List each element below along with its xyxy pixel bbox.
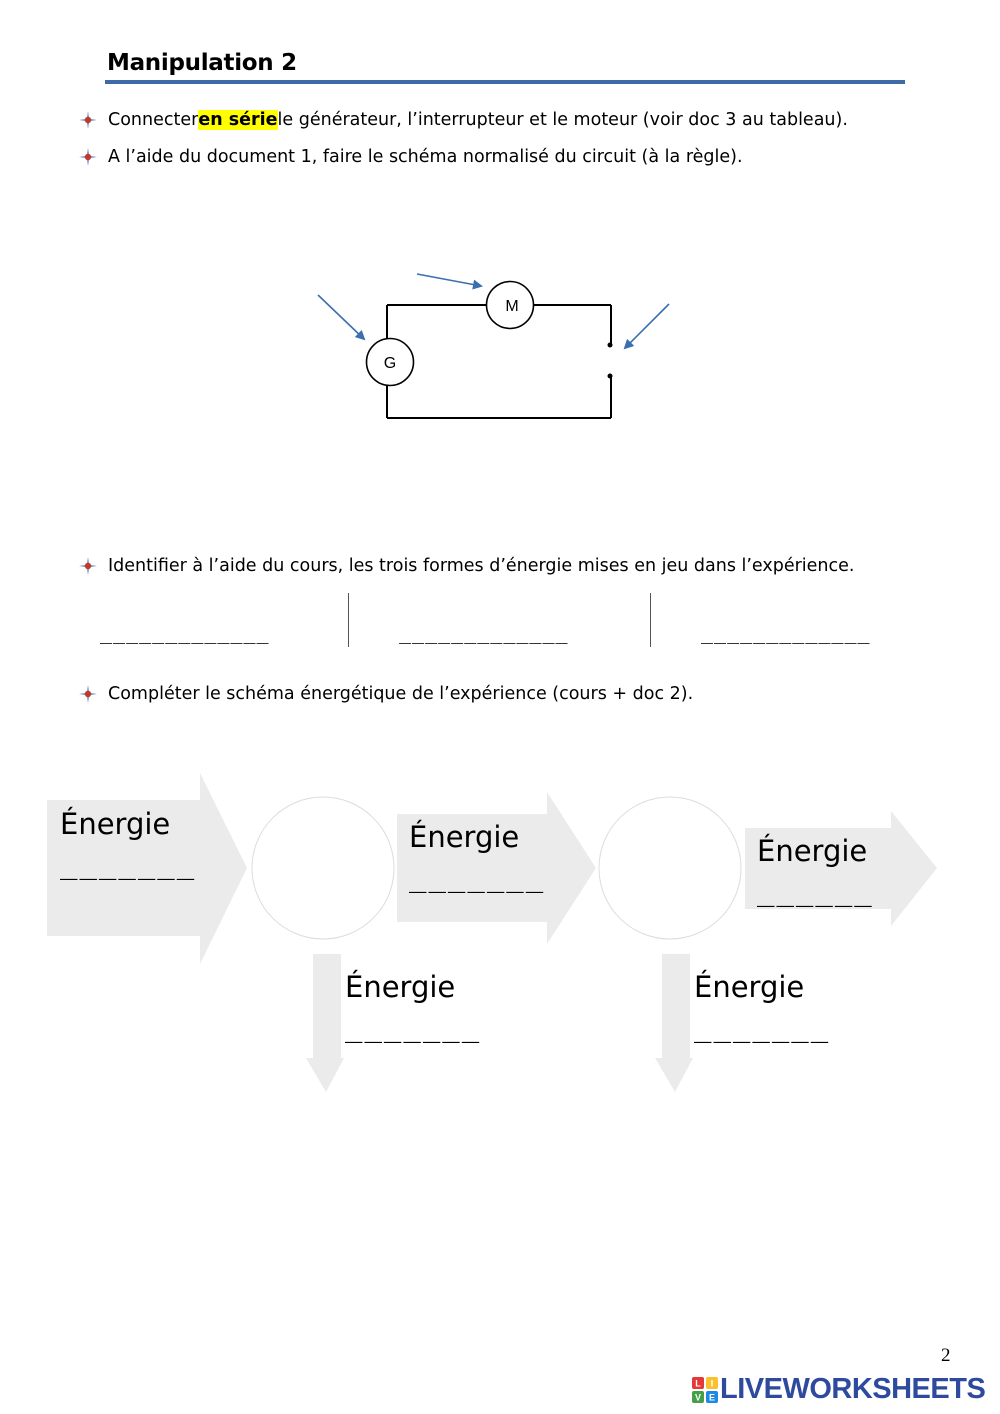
section-title: Manipulation 2 [107, 50, 297, 76]
instruction-1 [78, 110, 848, 130]
svg-text:V: V [694, 1392, 702, 1402]
svg-text:E: E [708, 1392, 716, 1402]
energy-form-blank-2[interactable]: _____________ [399, 620, 569, 644]
star-bullet-icon [78, 684, 98, 704]
highlight-en-serie: en série [198, 110, 278, 130]
energy-arrow-1-label: Énergie [60, 807, 171, 841]
energy-arrow-1-blank[interactable]: _______ [60, 846, 197, 880]
loss-arrow-2-label: Énergie [694, 970, 805, 1004]
liveworksheets-logo-icon [692, 1377, 718, 1403]
converter-circle-1[interactable] [252, 797, 394, 939]
star-bullet-icon [78, 110, 98, 130]
star-bullet-icon [78, 147, 98, 167]
switch-contact-top [608, 343, 613, 348]
loss-arrow-2-blank[interactable]: _______ [694, 1009, 831, 1043]
column-separator-1 [348, 593, 349, 647]
svg-text:I: I [710, 1378, 714, 1388]
arrow-to-generator [318, 295, 364, 339]
instruction-3 [78, 556, 854, 576]
loss-arrow-1-label: Énergie [345, 970, 456, 1004]
column-separator-2 [650, 593, 651, 647]
instruction-3-text: Identifier à l’aide du cours, les trois formes d’énergie mises en jeu dans l’expérience. [108, 556, 855, 576]
instruction-1-text-before: Connecter [108, 110, 199, 130]
energy-arrow-3-blank[interactable]: ______ [757, 873, 874, 907]
instruction-4 [78, 684, 693, 704]
motor-symbol [487, 282, 534, 329]
energy-arrow-2-label: Énergie [409, 820, 520, 854]
arrow-to-switch [625, 304, 669, 348]
svg-text:L: L [695, 1378, 701, 1388]
loss-arrow-2 [655, 954, 693, 1092]
switch-contact-bottom [608, 374, 613, 379]
liveworksheets-brand[interactable] [692, 1373, 985, 1406]
energy-arrow-2-blank[interactable]: _______ [409, 859, 546, 893]
instruction-1-text-after: le générateur, l’interrupteur et le moteur (voir doc 3 au tableau). [277, 110, 848, 130]
liveworksheets-brand-text: LIVEWORKSHEETS [720, 1373, 986, 1405]
loss-arrow-1-blank[interactable]: _______ [345, 1009, 482, 1043]
motor-label: M [505, 298, 519, 315]
generator-label: G [383, 355, 397, 372]
title-underline [105, 80, 905, 84]
page-number: 2 [941, 1345, 951, 1366]
circuit-diagram [300, 255, 700, 435]
instruction-2 [78, 147, 743, 167]
instruction-4-text: Compléter le schéma énergétique de l’expérience (cours + doc 2). [108, 684, 694, 704]
energy-form-blank-3[interactable]: _____________ [701, 620, 871, 644]
arrow-to-motor [417, 274, 481, 286]
star-bullet-icon [78, 556, 98, 576]
energy-arrow-3-label: Énergie [757, 834, 868, 868]
loss-arrow-1 [306, 954, 344, 1092]
energy-form-blank-1[interactable]: _____________ [100, 620, 270, 644]
instruction-2-text: A l’aide du document 1, faire le schéma normalisé du circuit (à la règle). [108, 147, 743, 167]
generator-symbol [367, 339, 414, 386]
converter-circle-2[interactable] [599, 797, 741, 939]
